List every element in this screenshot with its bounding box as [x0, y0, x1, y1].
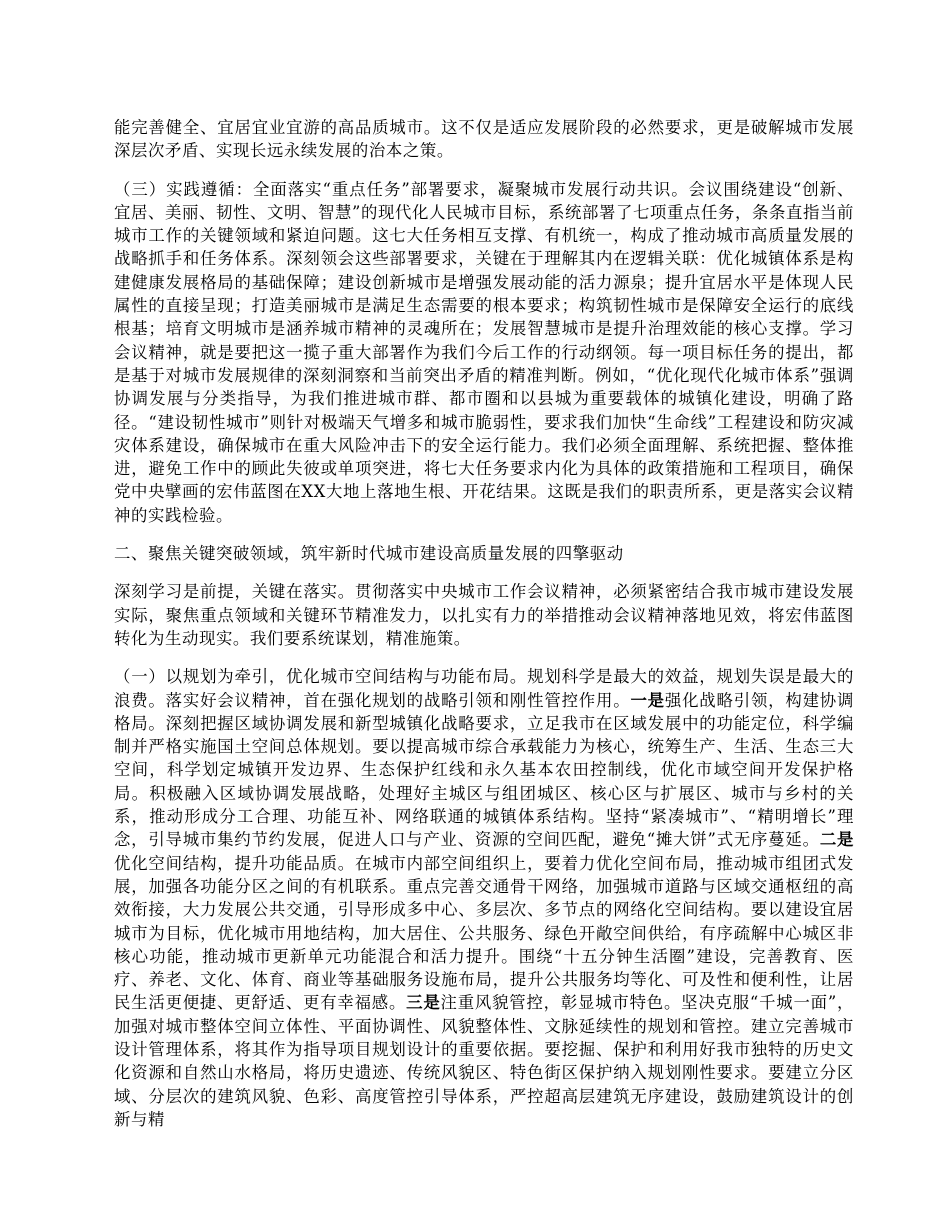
- paragraph-section-2-intro: 深刻学习是前提，关键在落实。贯彻落实中央城市工作会议精神，必须紧密结合我市城市建设发展实际，聚焦重点领域和关键环节精准发力，以扎实有力的举措推动会议精神落地见效，将宏伟蓝图转化为生动现实。我们要系统谋划，精准施策。: [114, 582, 854, 648]
- section-heading-2: 二、聚焦关键突破领域，筑牢新时代城市建设高质量发展的四擎驱动: [114, 544, 624, 564]
- paragraph-text-segment: 强化战略引领，构建协调格局。深刻把握区域协调发展和新型城镇化战略要求，立足我市在区域发展中的功能定位，科学编制并严格实施国土空间总体规划。要以提高城市综合承载能力为核心，统筹生产、生活、生态三大空间，科学划定城镇开发边界、生态保护红线和永久基本农田控制线，优化市域空间开发保护格局。积极融入区域协调发展战略，处理好主城区与组团城区、核心区与扩展区、城市与乡村的关系，推动形成分工合理、功能互补、网络联通的城镇体系结构。坚持“紧凑城市”、“精明增长”理念，引导城市集约节约发展，促进人口与产业、资源的空间匹配，避免“摊大饼”式无序蔓延。: [114, 690, 855, 850]
- paragraph-text-segment: 注重风貌管控，彰显城市特色。坚决克服“千城一面”，加强对城市整体空间立体性、平面协调性、风貌整体性、文脉延续性的规划和管控。建立完善城市设计管理体系，将其作为指导项目规划设计的重要依据。要挖掘、保护和利用好我市独特的历史文化资源和自然山水格局，将历史遗迹、传统风貌区、特色街区保护纳入规划刚性要求。要建立分区域、分层次的建筑风貌、色彩、高度管控引导体系，严控超高层建筑无序建设，鼓励建筑设计的创新与精: [114, 993, 854, 1129]
- paragraph-intro-tail: 能完善健全、宜居宜业宜游的高品质城市。这不仅是适应发展阶段的必然要求，更是破解城市发展深层次矛盾、实现长远永续发展的治本之策。: [114, 118, 854, 161]
- bold-marker-third: 三是: [406, 993, 441, 1013]
- paragraph-section-2-1: [114, 665, 854, 1131]
- document-body: [114, 116, 854, 1146]
- bold-marker-first: 一是: [630, 690, 665, 710]
- paragraph-text-segment: （一）以规划为牵引，优化城市空间结构与功能布局。规划科学是最大的效益，规划失误是最大的浪费。落实好会议精神，首在强化规划的战略引领和刚性管控作用。: [114, 667, 854, 710]
- paragraph-text-segment: 优化空间结构，提升功能品质。在城市内部空间组织上，要着力优化空间布局，推动城市组团式发展，加强各功能分区之间的有机联系。重点完善交通骨干网络，加强城市道路与区域交通枢纽的高效衔接，大力发展公共交通，引导形成多中心、多层次、多节点的网络化空间结构。要以建设宜居城市为目标，优化城市用地结构，加大居住、公共服务、绿色开敞空间供给，有序疏解中心城区非核心功能，推动城市更新单元功能混合和活力提升。围绕“十五分钟生活圈”建设，完善教育、医疗、养老、文化、体育、商业等基础服务设施布局，提升公共服务均等化、可及性和便利性，让居民生活更便捷、更舒适、更有幸福感。: [114, 853, 854, 1013]
- bold-marker-second: 二是: [819, 830, 854, 850]
- paragraph-section-1-3: （三）实践遵循：全面落实“重点任务”部署要求，凝聚城市发展行动共识。会议围绕建设“创新、宜居、美丽、韧性、文明、智慧”的现代化人民城市目标，系统部署了七项重点任务，条条直指当前城市工作的关键领域和紧迫问题。这七大任务相互支撑、有机统一，构成了推动城市高质量发展的战略抓手和任务体系。深刻领会这些部署要求，关键在于理解其内在逻辑关联：优化城镇体系是构建健康发展格局的基础保障；建设创新城市是增强发展动能的活力源泉；提升宜居水平是体现人民属性的直接呈现；打造美丽城市是满足生态需要的根本要求；构筑韧性城市是保障安全运行的底线根基；培育文明城市是涵养城市精神的灵魂所在；发展智慧城市是提升治理效能的核心支撑。学习会议精神，就是要把这一揽子重大部署作为我们今后工作的行动纲领。每一项目标任务的提出，都是基于对城市发展规律的深刻洞察和当前突出矛盾的精准判断。例如，“优化现代化城市体系”强调协调发展与分类指导，为我们推进城市群、都市圈和以县城为重要载体的城镇化建设，明确了路径。“建设韧性城市”则针对极端天气增多和城市脆弱性，要求我们加快“生命线”工程建设和防灾减灾体系建设，确保城市在重大风险冲击下的安全运行能力。我们必须全面理解、系统把握、整体推进，避免工作中的顾此失彼或单项突进，将七大任务要求内化为具体的政策措施和工程项目，确保党中央擘画的宏伟蓝图在XX大地上落地生根、开花结果。这既是我们的职责所系，更是落实会议精神的实践检验。: [114, 179, 854, 525]
